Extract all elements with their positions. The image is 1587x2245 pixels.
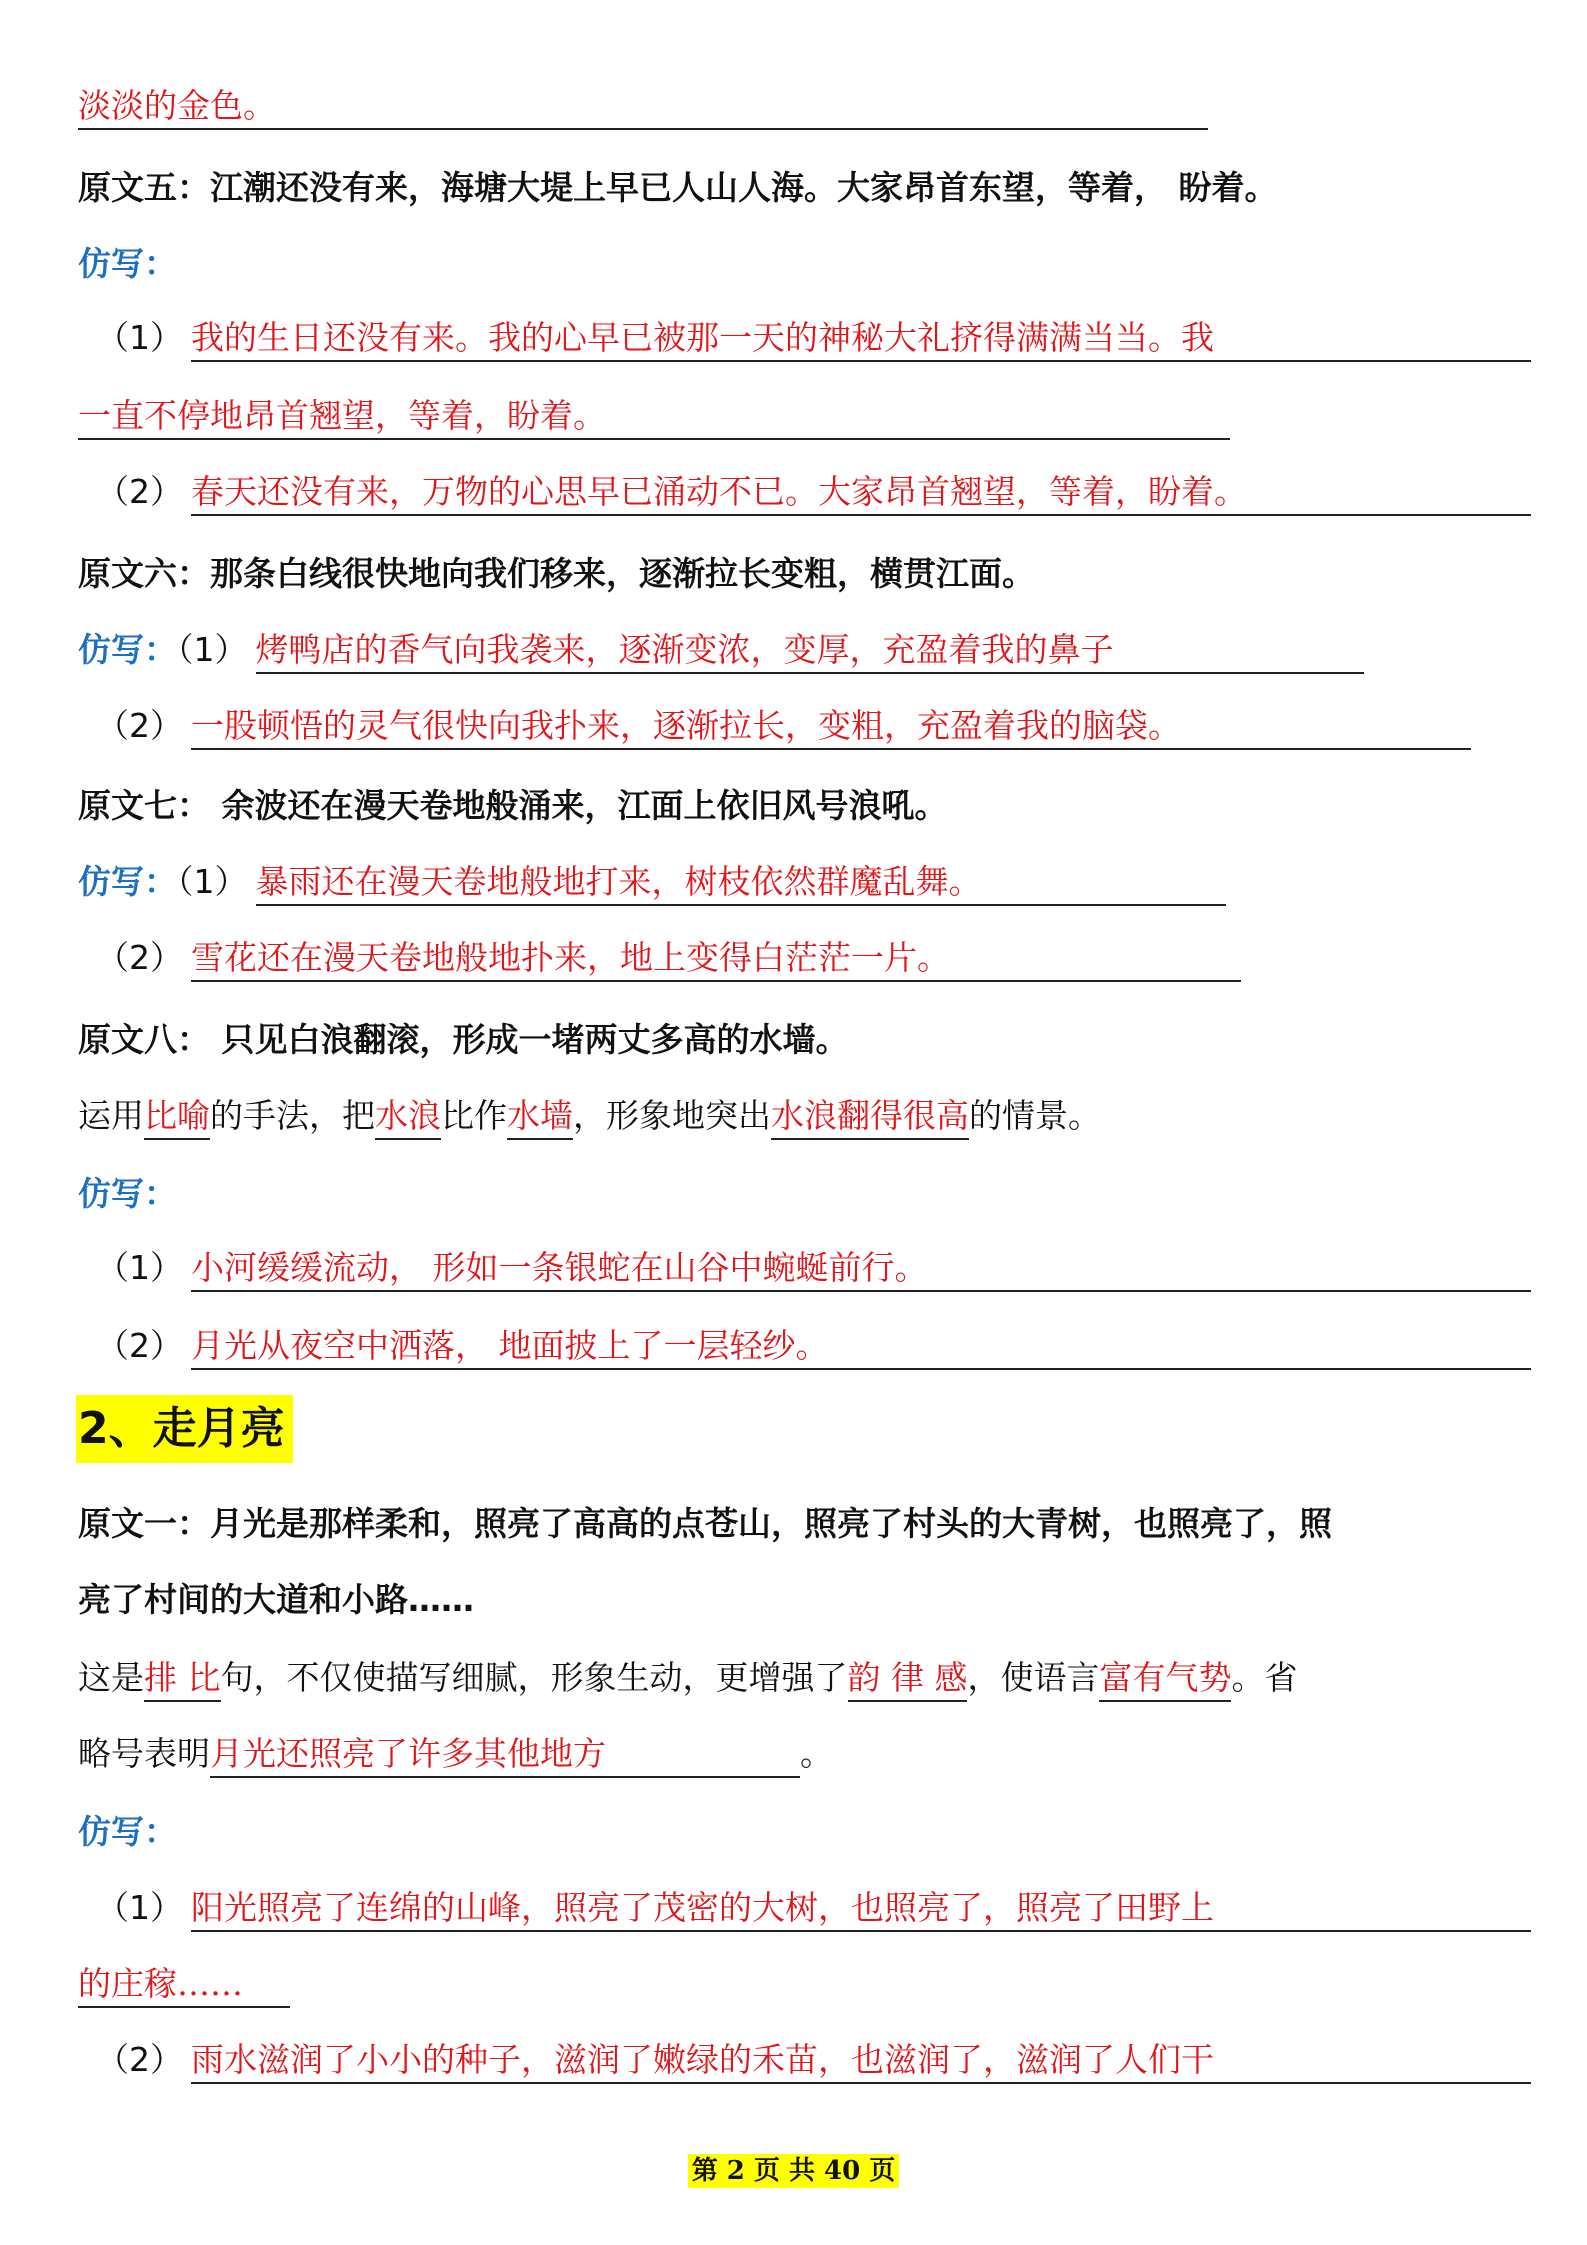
analysis-text: ，使语言 <box>967 1658 1100 1697</box>
analysis-text: ，形象地突出 <box>573 1096 771 1135</box>
analysis-line <box>78 1730 1527 1778</box>
answer-text: 月光从夜空中洒落， 地面披上了一层轻纱。 <box>191 1324 1531 1370</box>
answer-text: 雪花还在漫天卷地般地扑来，地上变得白茫茫一片。 <box>191 936 1241 982</box>
answer-text: 小河缓缓流动， 形如一条银蛇在山谷中蜿蜒前行。 <box>191 1246 1531 1292</box>
analysis-text: 。省 <box>1231 1658 1298 1697</box>
analysis-line <box>78 1654 1527 1702</box>
analysis-line <box>78 1092 1527 1140</box>
item-number: （2） <box>96 472 183 511</box>
analysis-text: 句，不仅使描写细腻，形象生动，更增强了 <box>220 1658 848 1697</box>
item-number: （1） <box>96 1248 183 1287</box>
analysis-text: 的情景。 <box>969 1096 1101 1135</box>
answer-text: 我的生日还没有来。我的心早已被那一天的神秘大礼挤得满满当当。我 <box>191 316 1531 362</box>
item-number: （2） <box>96 1326 183 1365</box>
page-footer <box>0 2150 1587 2187</box>
answer-line <box>78 314 1527 362</box>
imitation-label: 仿写： <box>78 862 177 901</box>
answer-line <box>78 1322 1527 1370</box>
original-text-5: 原文五：江潮还没有来，海塘大堤上早已人山人海。大家昂首东望，等着， 盼着。 <box>78 168 1278 207</box>
answer-line <box>78 702 1527 750</box>
item-number: （1） <box>96 1888 183 1927</box>
analysis-text: 比作 <box>441 1096 507 1135</box>
page-number: 第 2 页 共 40 页 <box>688 2154 900 2188</box>
answer-line <box>78 468 1527 516</box>
imitation-label: 仿写： <box>78 244 177 283</box>
item-number: （1） <box>177 862 248 901</box>
section-heading: 2、走月亮 <box>76 1395 293 1463</box>
item-number: （1） <box>177 630 248 669</box>
imitation-label: 仿写： <box>78 1812 177 1851</box>
imitation-label: 仿写： <box>78 1174 177 1213</box>
answer-text: 春天还没有来，万物的心思早已涌动不已。大家昂首翘望，等着，盼着。 <box>191 470 1531 516</box>
answer-line <box>78 1960 1527 2008</box>
item-number: （2） <box>96 2040 183 2079</box>
fill-blank: 月光还照亮了许多其他地方 <box>210 1732 800 1778</box>
fill-blank: 富有气势 <box>1099 1656 1231 1702</box>
item-number: （2） <box>96 706 183 745</box>
answer-line <box>78 1884 1527 1932</box>
original-text-1-line2: 亮了村间的大道和小路…… <box>78 1580 474 1619</box>
fill-blank: 比喻 <box>144 1094 210 1140</box>
answer-line <box>78 858 1527 906</box>
answer-text: 烤鸭店的香气向我袭来，逐渐变浓，变厚，充盈着我的鼻子 <box>256 628 1364 674</box>
answer-text: 阳光照亮了连绵的山峰，照亮了茂密的大树，也照亮了，照亮了田野上 <box>191 1886 1531 1932</box>
original-text-8: 原文八： 只见白浪翻滚，形成一堵两丈多高的水墙。 <box>78 1020 849 1059</box>
item-number: （2） <box>96 938 183 977</box>
analysis-text: 运用 <box>78 1096 144 1135</box>
fill-blank: 排 比 <box>144 1656 221 1702</box>
original-text-7: 原文七： 余波还在漫天卷地般涌来，江面上依旧风号浪吼。 <box>78 786 948 825</box>
answer-line <box>78 626 1527 674</box>
analysis-text: 。 <box>800 1734 833 1773</box>
answer-line <box>78 934 1527 982</box>
answer-text: 暴雨还在漫天卷地般地打来，树枝依然群魔乱舞。 <box>256 860 1226 906</box>
original-text-6: 原文六：那条白线很快地向我们移来，逐渐拉长变粗，横贯江面。 <box>78 554 1035 593</box>
analysis-text: 的手法，把 <box>210 1096 375 1135</box>
answer-line <box>78 392 1527 440</box>
fill-blank: 韵 律 感 <box>848 1656 968 1702</box>
answer-text: 雨水滋润了小小的种子，滋润了嫩绿的禾苗，也滋润了，滋润了人们干 <box>191 2038 1531 2084</box>
answer-line <box>78 82 1527 130</box>
item-number: （1） <box>96 318 183 357</box>
answer-text: 一股顿悟的灵气很快向我扑来，逐渐拉长，变粗，充盈着我的脑袋。 <box>191 704 1471 750</box>
answer-text: 淡淡的金色。 <box>78 84 1208 130</box>
answer-line <box>78 1244 1527 1292</box>
fill-blank: 水浪翻得很高 <box>771 1094 969 1140</box>
analysis-text: 这是 <box>78 1658 144 1697</box>
answer-line <box>78 2036 1527 2084</box>
analysis-text: 略号表明 <box>78 1734 210 1773</box>
answer-text: 的庄稼…… <box>78 1962 290 2008</box>
original-text-1-line1: 原文一：月光是那样柔和，照亮了高高的点苍山，照亮了村头的大青树，也照亮了，照 <box>78 1504 1332 1543</box>
fill-blank: 水墙 <box>507 1094 573 1140</box>
answer-text: 一直不停地昂首翘望，等着，盼着。 <box>78 394 1230 440</box>
imitation-label: 仿写： <box>78 630 177 669</box>
fill-blank: 水浪 <box>375 1094 441 1140</box>
